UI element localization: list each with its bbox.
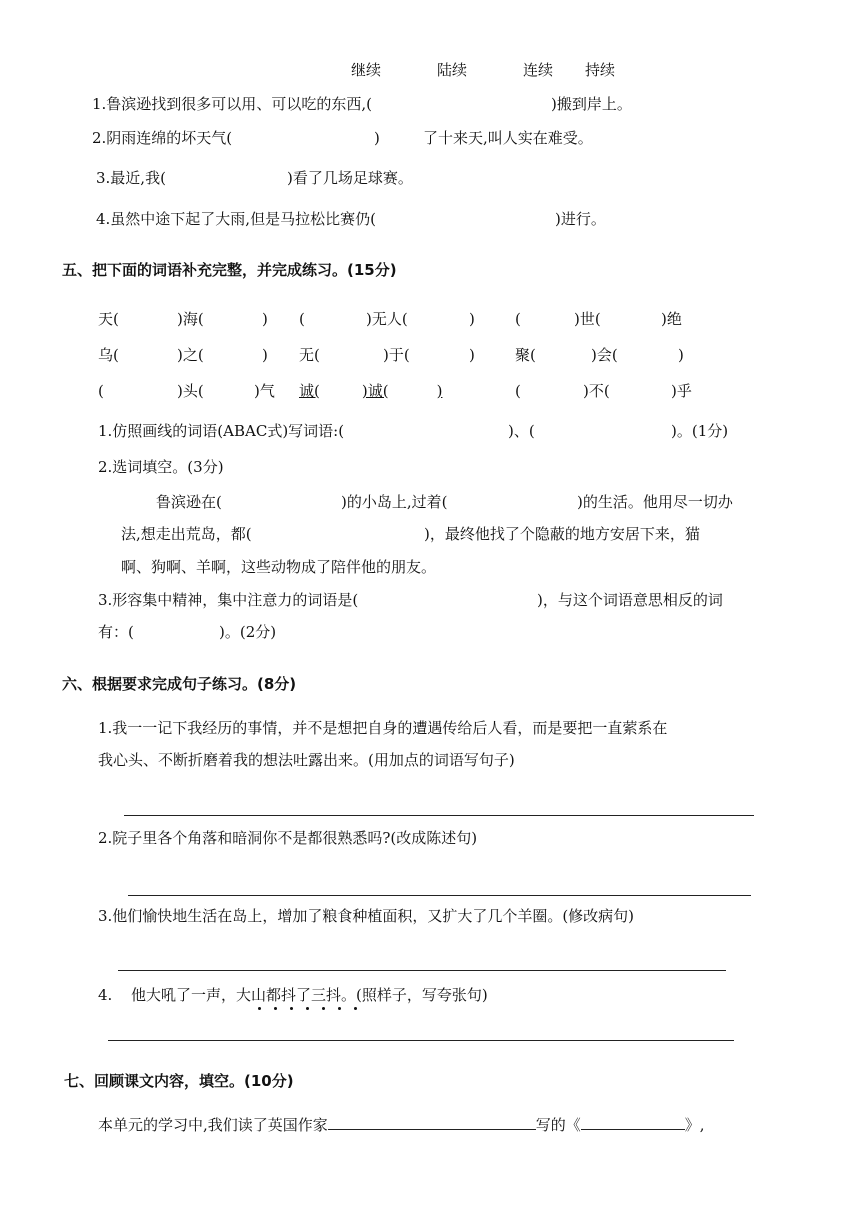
paragraph-text: 啊、狗啊、羊啊，这些动物成了陪伴他的朋友。	[121, 558, 437, 576]
answer-line[interactable]	[128, 895, 751, 896]
idiom-part: (	[299, 310, 305, 328]
idiom-part: )	[262, 346, 268, 364]
idiom-part: )于(	[383, 346, 410, 364]
idiom-part: )头(	[177, 382, 204, 400]
word-choice: 持续	[585, 61, 616, 79]
idiom-part: )世(	[574, 310, 601, 328]
answer-line[interactable]	[118, 970, 726, 971]
section-title: 六、根据要求完成句子练习。(8分)	[62, 675, 297, 693]
question-text: 1.仿照画线的词语(ABAC式)写词语:(	[98, 422, 345, 440]
question-text: )搬到岸上。	[551, 95, 632, 113]
section-title: 五、把下面的词语补充完整，并完成练习。(15分)	[62, 261, 397, 279]
emphasis-dot	[306, 1007, 309, 1010]
question-text: 4.虽然中途下起了大雨,但是马拉松比赛仍(	[96, 210, 376, 228]
paragraph-text: )，最终他找了个隐蔽的地方安居下来，猫	[424, 525, 700, 543]
question-text: 3.他们愉快地生活在岛上，增加了粮食种植面积，又扩大了几个羊圈。(修改病句)	[98, 907, 635, 925]
paragraph-text: 法,想走出荒岛，都(	[121, 525, 252, 543]
paragraph-text: 本单元的学习中,我们读了英国作家 写的《 》,	[98, 1113, 705, 1135]
question-text: )	[374, 129, 380, 147]
answer-line[interactable]	[124, 815, 754, 816]
idiom-part: )	[469, 310, 475, 328]
idiom-part: )	[678, 346, 684, 364]
question-text: 有：(	[98, 623, 134, 641]
idiom-part: )会(	[591, 346, 618, 364]
section-title: 七、回顾课文内容，填空。(10分)	[64, 1072, 294, 1090]
question-text: )。(1分)	[671, 422, 729, 440]
emphasis-dot	[290, 1007, 293, 1010]
idiom-part: 乌(	[98, 346, 119, 364]
blank-author[interactable]	[328, 1113, 536, 1130]
question-text: 2.院子里各个角落和暗洞你不是都很熟悉吗?(改成陈述句)	[98, 829, 478, 847]
idiom-part: )	[262, 310, 268, 328]
word-choice: 继续	[351, 61, 382, 79]
emphasis-dot	[258, 1007, 261, 1010]
answer-line[interactable]	[108, 1040, 734, 1041]
idiom-part: )无人(	[366, 310, 408, 328]
idiom-part: )不(	[583, 382, 610, 400]
paragraph-text: 鲁滨逊在(	[156, 493, 222, 511]
question-text: )进行。	[555, 210, 606, 228]
idiom-part: 无(	[299, 346, 320, 364]
question-text: 了十来天,叫人实在难受。	[423, 129, 593, 147]
idiom-part: (	[515, 382, 521, 400]
question-text: 他大吼了一声，大山都抖了三抖。(照样子，写夸张句)	[131, 986, 488, 1004]
question-text: )。(2分)	[219, 623, 277, 641]
question-text: 3.最近,我(	[96, 169, 166, 187]
dotted-phrase: 大山都抖了三抖	[236, 986, 342, 1004]
paragraph-text: )的小岛上,过着(	[341, 493, 448, 511]
question-text: 2.选词填空。(3分)	[98, 458, 224, 476]
blank-book[interactable]	[581, 1113, 685, 1130]
emphasis-dot	[338, 1007, 341, 1010]
question-text: 1.鲁滨逊找到很多可以用、可以吃的东西,(	[92, 95, 372, 113]
paragraph-text: )的生活。他用尽一切办	[577, 493, 733, 511]
word-choice: 连续	[523, 61, 554, 79]
question-text: 我心头、不断折磨着我的想法吐露出来。(用加点的词语写句子)	[98, 751, 515, 769]
word-choice: 陆续	[437, 61, 468, 79]
question-text: )、(	[508, 422, 535, 440]
idiom-part: )气	[254, 382, 275, 400]
question-number: 4.	[98, 986, 113, 1004]
idiom-part: (	[515, 310, 521, 328]
idiom-part: )绝	[661, 310, 682, 328]
idiom-part: 天(	[98, 310, 119, 328]
emphasis-dot	[322, 1007, 325, 1010]
underlined-idiom: 诚( )诚( )	[299, 382, 443, 400]
question-text: 3.形容集中精神，集中注意力的词语是(	[98, 591, 359, 609]
question-text: 2.阴雨连绵的坏天气(	[92, 129, 233, 147]
idiom-part: )	[469, 346, 475, 364]
idiom-part: 聚(	[515, 346, 536, 364]
idiom-part: )乎	[671, 382, 692, 400]
question-text: 1.我一一记下我经历的事情，并不是想把自身的遭遇传给后人看，而是要把一直萦系在	[98, 719, 668, 737]
idiom-part: )海(	[177, 310, 204, 328]
emphasis-dot	[354, 1007, 357, 1010]
idiom-part: (	[98, 382, 104, 400]
question-text: )，与这个词语意思相反的词	[537, 591, 723, 609]
emphasis-dot	[274, 1007, 277, 1010]
question-text: )看了几场足球赛。	[287, 169, 413, 187]
idiom-part: )之(	[177, 346, 204, 364]
